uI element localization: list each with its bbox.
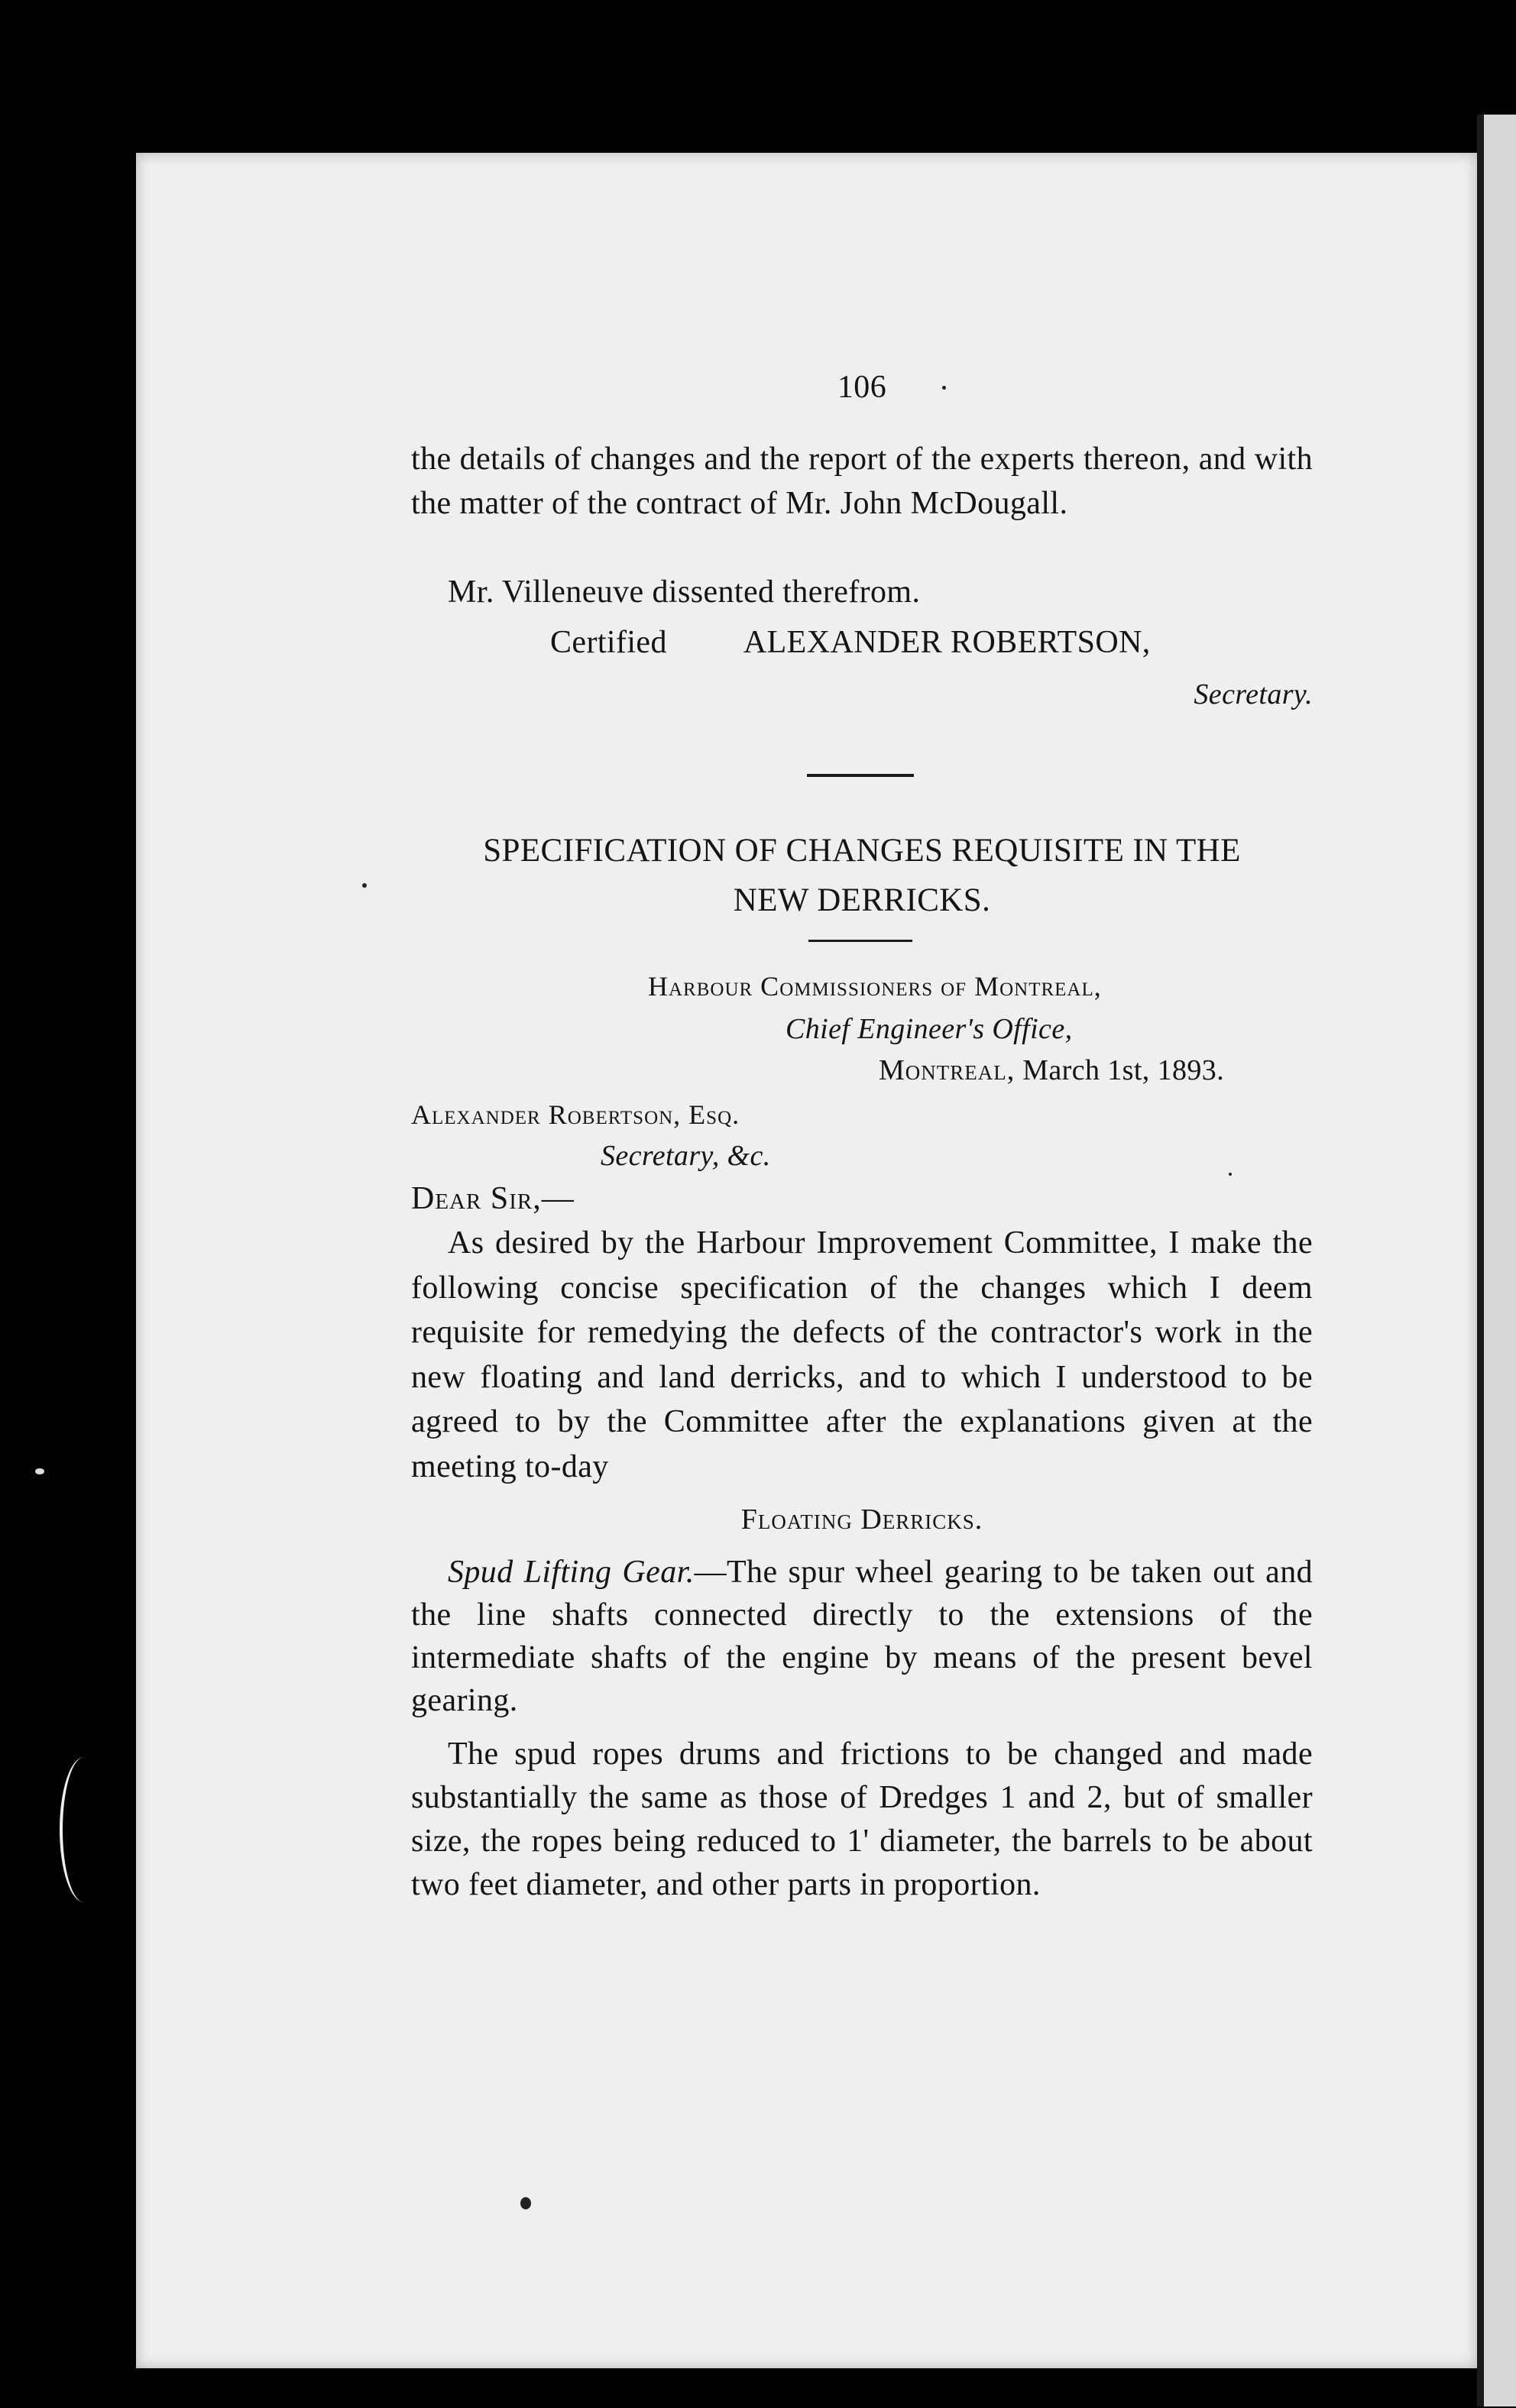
section-heading-line1: SPECIFICATION OF CHANGES REQUISITE IN THE [483, 833, 1241, 869]
continuation-paragraph: the details of changes and the report of the experts thereon, and with the matter of the contract of Mr. John McDougall. [411, 442, 1313, 521]
dissent-line: Mr. Villeneuve dissented therefrom. [448, 574, 921, 610]
body-paragraph-1: As desired by the Harbour Improvement Committee, I make the following concise specification of the changes which I deem requisite for remedying the defects of the contractor's work in the new floating and land derricks, and to which I understood to be agreed to by the Committee after the explanations given at the meeting to-day [411, 1225, 1313, 1484]
salutation: Dear Sir,— [411, 1181, 575, 1216]
letterhead-org: Harbour Commissioners of Montreal, [648, 971, 1102, 1002]
certification-line [411, 620, 1313, 665]
subheading-floating-derricks: Floating Derricks. [740, 1503, 983, 1536]
letterhead-org-line [411, 964, 1313, 1008]
letterhead-office: Chief Engineer's Office, [786, 1013, 1073, 1045]
addressee-title-line [411, 1134, 1313, 1178]
certified-title: Secretary. [1194, 678, 1313, 710]
letterhead-date: March 1st, 1893. [1022, 1054, 1225, 1086]
letterhead-place: Montreal, [879, 1054, 1016, 1086]
letterhead-office-line [411, 1007, 1313, 1051]
ink-speck [520, 2197, 531, 2209]
film-speck [35, 1468, 44, 1474]
letterhead-date-line [411, 1048, 1313, 1092]
body-paragraph-2 [411, 1551, 1313, 1722]
section-divider-bottom [808, 940, 912, 942]
certified-name: ALEXANDER ROBERTSON, [743, 625, 1151, 660]
addressee-title: Secretary, &c. [601, 1140, 771, 1172]
addressee-name: Alexander Robertson, Esq. [411, 1099, 740, 1130]
adjacent-page-edge [1484, 115, 1516, 2406]
spud-text: —The spur wheel gearing to be taken out and the line shafts connected directly to the extensions of the intermediate shafts of the engine by means of the present bevel gearing. [411, 1555, 1313, 1718]
ink-speck [942, 386, 946, 390]
page-number: 106 [837, 370, 887, 405]
certified-label: Certified [550, 625, 667, 660]
body-paragraph-3: The spud ropes drums and frictions to be changed and made substantially the same as those of Dredges 1 and 2, but of smaller size, the ropes being reduced to 1' diameter, the barrels to be about two feet diameter, and other parts in proportion. [411, 1736, 1313, 1902]
ink-speck [1229, 1173, 1232, 1176]
ink-speck [362, 883, 367, 888]
spud-label: Spud Lifting Gear. [448, 1555, 695, 1590]
film-scratch [60, 1757, 109, 1902]
section-heading-line2: NEW DERRICKS. [733, 882, 991, 918]
section-divider-top [807, 774, 914, 777]
